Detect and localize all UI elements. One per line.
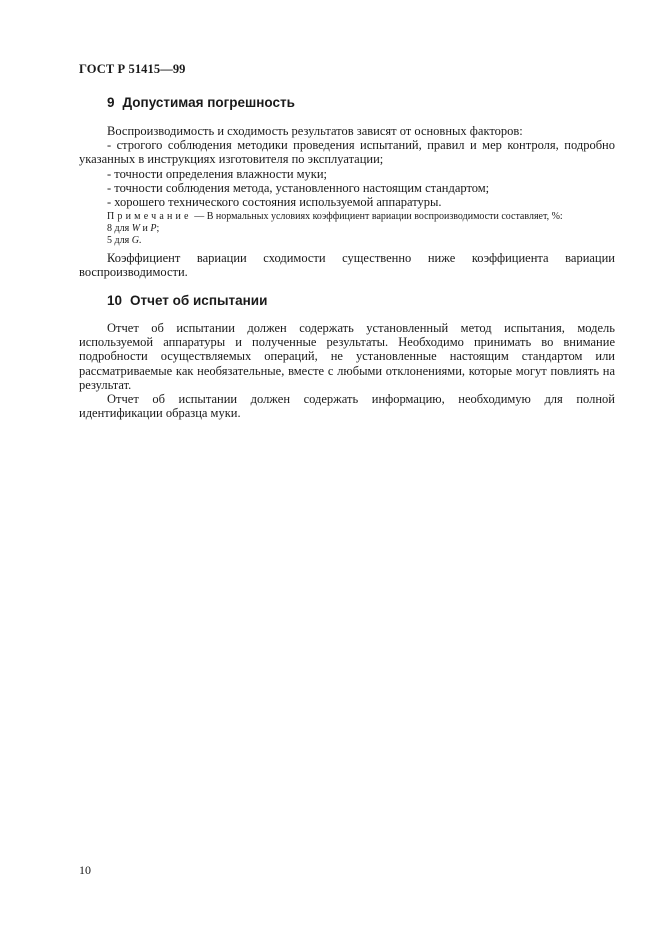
factor-item: - хорошего технического состояния используемой аппаратуры. [107, 195, 442, 210]
section-9-closing: Коэффициент вариации сходимости существенно ниже коэффициента вариации воспроизводимости. [79, 251, 615, 280]
section-10-paragraph: Отчет об испытании должен содержать установленный метод испытания, модель используемой аппаратуры и полученные результаты. Необходимо принимать во внимание подробности осуществляемых операций, не установленные настоящим стандартом или рассматриваемые как необязательные, вместе с любыми отклонениями, которые могут повлиять на результат. [79, 321, 615, 392]
section-9-intro: Воспроизводимость и сходимость результатов зависят от основных факторов: [107, 124, 523, 138]
note-text: — В нормальных условиях коэффициент вариации воспроизводимости составляет, %: [194, 211, 563, 223]
section-10-title: Отчет об испытании [130, 293, 268, 308]
note-label: Примечание [107, 211, 192, 223]
section-10-paragraph: Отчет об испытании должен содержать информацию, необходимую для полной идентификации образца муки. [79, 392, 615, 421]
section-10-body [79, 321, 615, 420]
factor-item: - точности соблюдения метода, установленного настоящим стандартом; [107, 180, 490, 195]
section-10-number: 10 [107, 293, 123, 308]
document-code: ГОСТ Р 51415—99 [79, 62, 186, 76]
note-line-1: 8 для W и P; [107, 223, 160, 235]
note [79, 211, 615, 247]
section-9-number: 9 [107, 95, 115, 110]
section-10-heading [107, 293, 267, 308]
page-number: 10 [79, 863, 91, 877]
variable-p: P [150, 223, 157, 235]
factor-item: - строгого соблюдения методики проведения испытаний, правил и мер контроля, подробно указанных в инструкциях изготовителя по эксплуатации; [79, 138, 615, 167]
variable-w: W [131, 223, 141, 235]
factor-item: - точности определения влажности муки; [107, 166, 328, 181]
note-line-2: 5 для G. [107, 235, 142, 247]
variable-g: G [131, 235, 139, 247]
section-9-title: Допустимая погрешность [122, 95, 295, 110]
section-9-heading [107, 95, 295, 110]
section-9-body [79, 124, 615, 280]
